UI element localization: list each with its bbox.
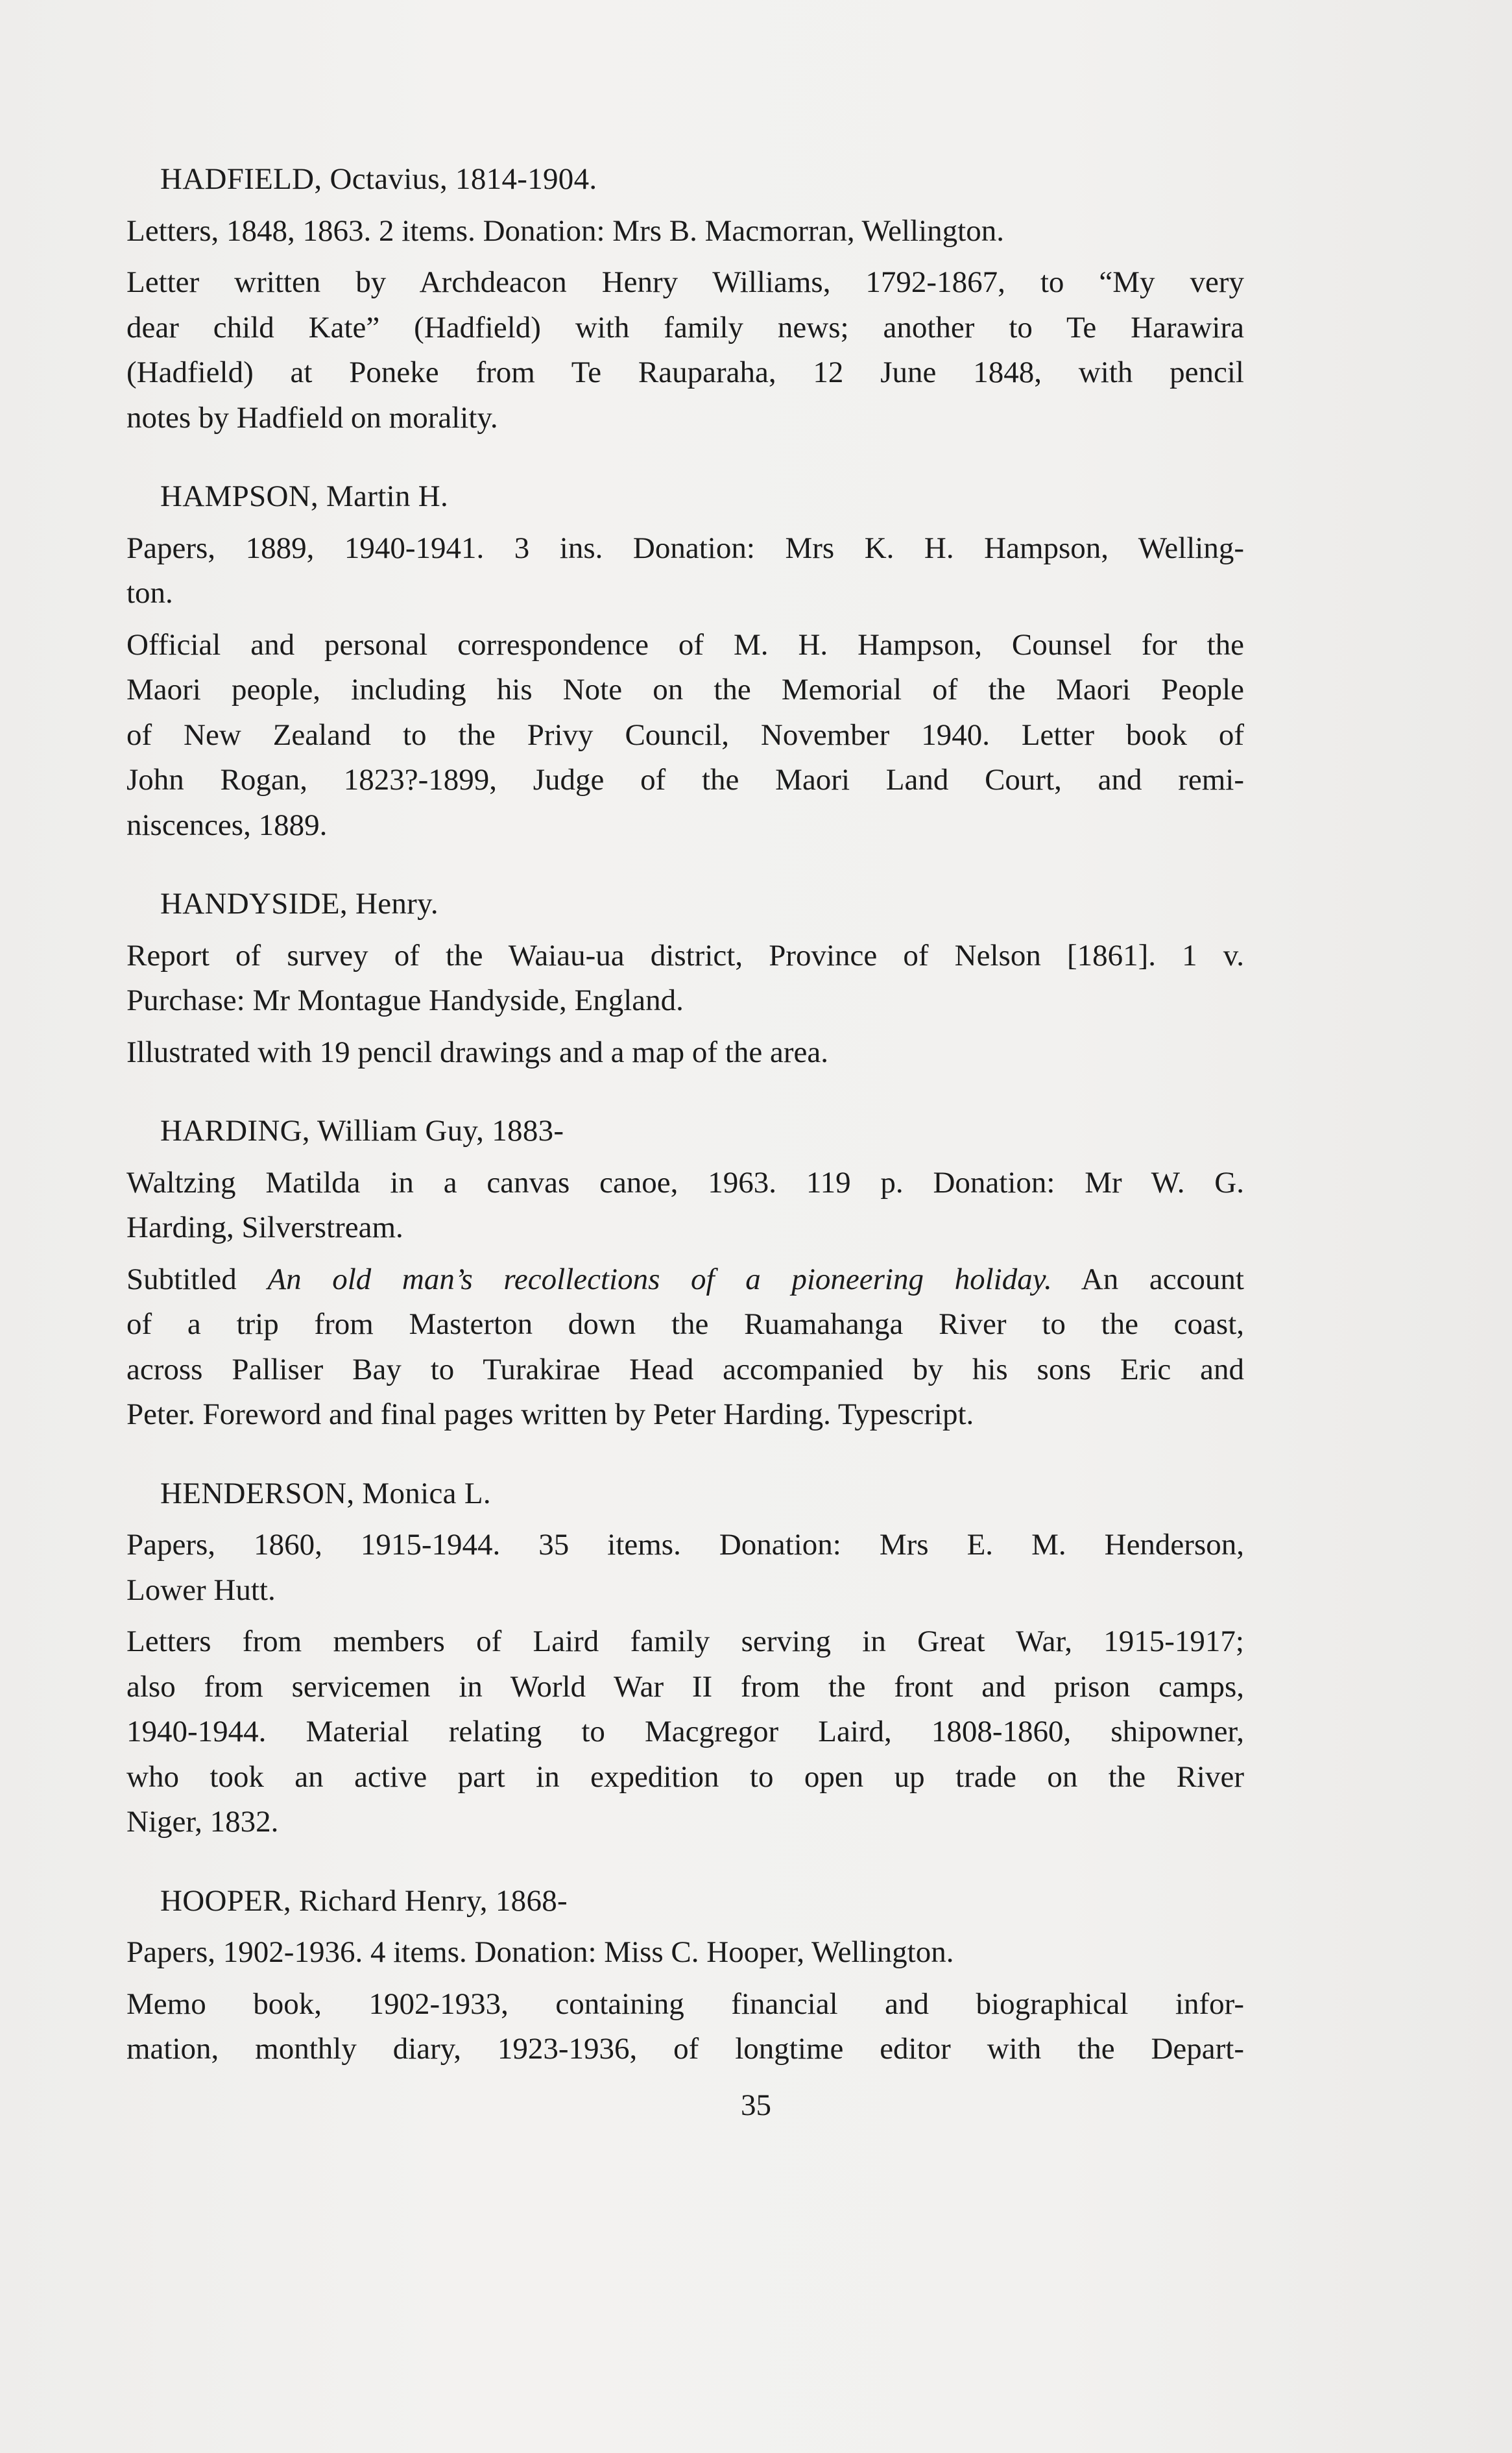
entry-description — [126, 1982, 1244, 2072]
description-line: Maori people, including his Note on the Memorial of the Maori People — [126, 673, 1244, 707]
description-line: Official and personal correspondence of M. H. Hampson, Counsel for the — [126, 627, 1244, 662]
description-line — [126, 1257, 1244, 1303]
entry-details: Papers, 1860, 1915-1944. 35 items. Donation: Mrs E. M. Henderson, — [126, 1528, 1244, 1562]
entry-handyside — [126, 882, 1244, 1075]
entry-title: HOOPER, Richard Henry, 1868- — [160, 1883, 568, 1918]
description-line: who took an active part in expedition to open up trade on the River — [126, 1759, 1244, 1794]
entry-hooper — [126, 1879, 1244, 2072]
entry-description — [126, 1030, 1244, 1076]
description-line: John Rogan, 1823?-1899, Judge of the Maori Land Court, and remi- — [126, 763, 1244, 797]
description-line: also from servicemen in World War II from the front and prison camps, — [126, 1669, 1244, 1704]
entry-details: Report of survey of the Waiau-ua district, Province of Nelson [1861]. 1 v. — [126, 938, 1244, 973]
entry-hampson — [126, 474, 1244, 848]
entry-details: ton. — [126, 576, 173, 610]
entry-title: HADFIELD, Octavius, 1814-1904. — [160, 162, 597, 196]
description-line: across Palliser Bay to Turakirae Head accompanied by his sons Eric and — [126, 1352, 1244, 1386]
entry-description — [126, 260, 1244, 441]
entry-description — [126, 1619, 1244, 1845]
entry-details: Lower Hutt. — [126, 1573, 276, 1607]
subtitle-italic: An old man’s recollections of a pioneering holiday. — [267, 1262, 1052, 1296]
entry-henderson — [126, 1471, 1244, 1845]
entry-details: Letters, 1848, 1863. 2 items. Donation: Mrs B. Macmorran, Wellington. — [126, 213, 1004, 248]
entry-details: Harding, Silverstream. — [126, 1211, 403, 1244]
description-line: 1940-1944. Material relating to Macgregor Laird, 1808-1860, shipowner, — [126, 1715, 1244, 1748]
description-line: of a trip from Masterton down the Ruamahanga River to the coast, — [126, 1307, 1244, 1341]
entry-harding — [126, 1109, 1244, 1438]
entry-title: HAMPSON, Martin H. — [160, 479, 449, 513]
entry-title: HENDERSON, Monica L. — [160, 1476, 491, 1510]
description-line: Illustrated with 19 pencil drawings and a map of the area. — [126, 1035, 828, 1069]
entry-details: Purchase: Mr Montague Handyside, England. — [126, 984, 684, 1017]
page-number: 35 — [741, 2088, 771, 2122]
description-intro: Subtitled — [126, 1262, 268, 1296]
description-line: Niger, 1832. — [126, 1805, 279, 1839]
description-line: dear child Kate” (Hadfield) with family news; another to Te Harawira — [126, 310, 1244, 344]
entry-title: HARDING, William Guy, 1883- — [160, 1114, 564, 1148]
description-line: mation, monthly diary, 1923-1936, of longtime editor with the Depart- — [126, 2032, 1244, 2066]
description-line: Memo book, 1902-1933, containing financial and biographical infor- — [126, 1987, 1244, 2021]
description-line: of New Zealand to the Privy Council, November 1940. Letter book of — [126, 718, 1244, 752]
description-line: (Hadfield) at Poneke from Te Rauparaha, 12 June 1848, with pencil — [126, 356, 1244, 389]
entry-details: Papers, 1902-1936. 4 items. Donation: Miss C. Hooper, Wellington. — [126, 1935, 954, 1969]
entry-description — [126, 1257, 1244, 1438]
description-line: notes by Hadfield on morality. — [126, 400, 498, 435]
description-line: Peter. Foreword and final pages written by Peter Harding. Typescript. — [126, 1397, 974, 1431]
entry-details: Waltzing Matilda in a canvas canoe, 1963. 119 p. Donation: Mr W. G. — [126, 1165, 1244, 1200]
description-rest: An account — [1051, 1262, 1244, 1296]
description-line: Letter written by Archdeacon Henry Williams, 1792-1867, to “My very — [126, 265, 1244, 299]
entry-hadfield — [126, 157, 1244, 441]
description-line: niscences, 1889. — [126, 808, 328, 842]
entry-description — [126, 623, 1244, 849]
description-line: Letters from members of Laird family serving in Great War, 1915-1917; — [126, 1625, 1244, 1658]
entry-details: Papers, 1889, 1940-1941. 3 ins. Donation: Mrs K. H. Hampson, Welling- — [126, 531, 1244, 565]
entry-title: HANDYSIDE, Henry. — [160, 887, 438, 921]
text-body — [126, 157, 1244, 2106]
